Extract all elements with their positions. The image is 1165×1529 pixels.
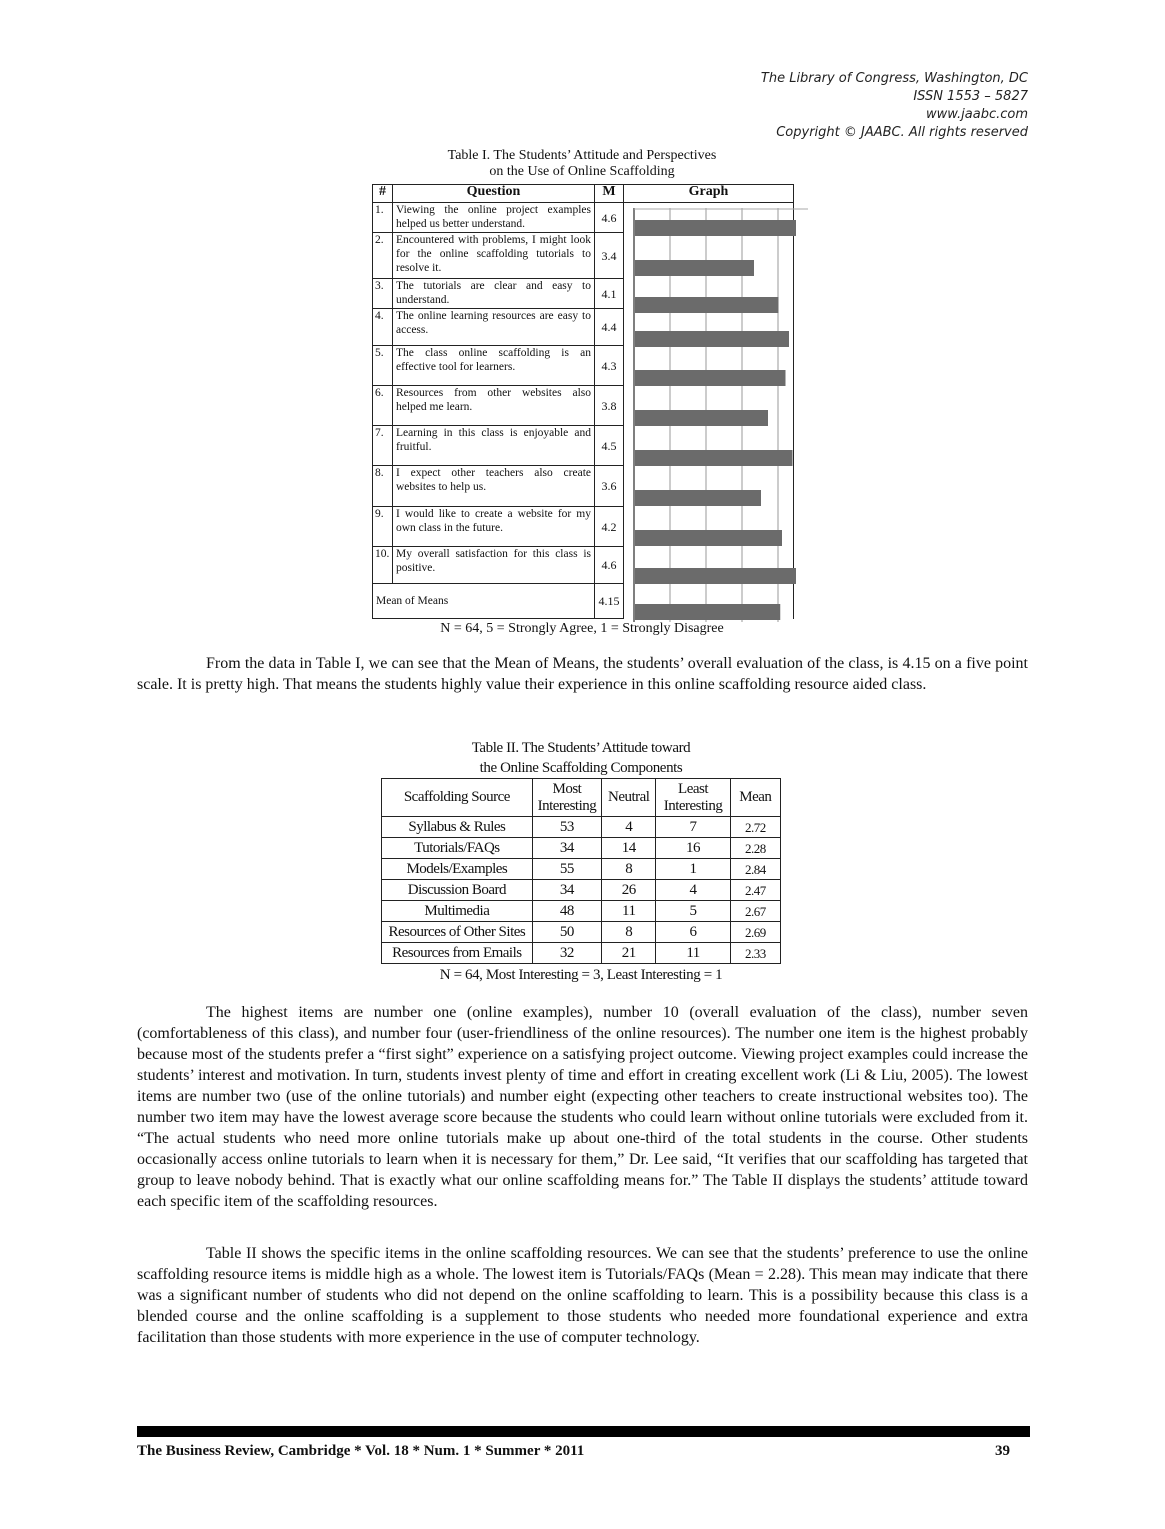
least-cell: 4 (656, 880, 730, 901)
graph-bar (635, 568, 796, 584)
graph-bar (635, 450, 793, 466)
source-cell: Resources of Other Sites (382, 922, 533, 943)
mean-cell: 2.33 (730, 943, 780, 964)
neutral-cell: 21 (602, 943, 656, 964)
most-cell: 34 (532, 880, 601, 901)
mean-cell: 2.67 (730, 901, 780, 922)
table-row (382, 922, 781, 943)
paragraph-1: From the data in Table I, we can see that the Mean of Means, the students’ overall evaluation of the class, is 4.15 on a five point scale. It is pretty high. That means the students highly value their experience in this online scaffolding resource aided class. (137, 655, 1028, 693)
source-cell: Resources from Emails (382, 943, 533, 964)
row-mean: 4.4 (595, 309, 624, 346)
journal-header (761, 70, 1028, 142)
row-num: 7. (373, 426, 393, 466)
source-cell: Models/Examples (382, 859, 533, 880)
table2-header-row (382, 779, 781, 817)
row-question: Resources from other websites also helped me learn. (393, 386, 595, 426)
neutral-cell: 14 (602, 838, 656, 859)
table1-header-question: Question (393, 185, 595, 203)
most-cell: 48 (532, 901, 601, 922)
graph-bar (635, 331, 789, 347)
graph-bar (635, 370, 786, 386)
graph-bar (635, 297, 779, 313)
least-cell: 11 (656, 943, 730, 964)
page-footer (137, 1443, 1010, 1460)
row-mean: 4.2 (595, 507, 624, 547)
table-row (382, 901, 781, 922)
table2-caption (381, 738, 781, 778)
most-cell: 50 (532, 922, 601, 943)
row-num: 10. (373, 547, 393, 584)
header-line-4: Copyright © JAABC. All rights reserved (776, 125, 1028, 140)
row-num: 8. (373, 466, 393, 507)
table1-note: N = 64, 5 = Strongly Agree, 1 = Strongly Disagree (440, 621, 724, 636)
least-cell: 5 (656, 901, 730, 922)
row-question: Encountered with problems, I might look for the online scaffolding tutorials to resolve it. (393, 233, 595, 279)
mean-cell: 2.69 (730, 922, 780, 943)
row-mean: 3.8 (595, 386, 624, 426)
graph-bar (635, 604, 780, 620)
graph-bar (635, 220, 796, 236)
graph-bar (635, 530, 782, 546)
table2-header-source: Scaffolding Source (382, 779, 533, 817)
most-cell: 34 (532, 838, 601, 859)
row-mean: 4.3 (595, 346, 624, 386)
table1-header-mean: M (595, 185, 624, 203)
mean-cell: 2.47 (730, 880, 780, 901)
table1-header-row (373, 185, 794, 203)
neutral-cell: 4 (602, 817, 656, 838)
table2-note: N = 64, Most Interesting = 3, Least Interesting = 1 (439, 967, 723, 983)
source-cell: Multimedia (382, 901, 533, 922)
mean-cell: 2.84 (730, 859, 780, 880)
row-question: I expect other teachers also create websites to help us. (393, 466, 595, 507)
table1-bar-graph (622, 202, 812, 622)
table1-caption (372, 148, 792, 180)
row-question: Viewing the online project examples helped us better understand. (393, 203, 595, 233)
table2-caption-line1: Table II. The Students’ Attitude toward (471, 740, 691, 756)
table1-caption-line1: Table I. The Students’ Attitude and Perspectives (447, 148, 717, 163)
row-num: 4. (373, 309, 393, 346)
source-cell: Tutorials/FAQs (382, 838, 533, 859)
row-num: 9. (373, 507, 393, 547)
row-num: 1. (373, 203, 393, 233)
row-num: 2. (373, 233, 393, 279)
footer-rule (137, 1426, 1030, 1437)
graph-bar (635, 490, 761, 506)
table2-header-mean: Mean (730, 779, 780, 817)
row-mean: 4.6 (595, 203, 624, 233)
page-number: 39 (995, 1443, 1010, 1459)
row-question: The online learning resources are easy to access. (393, 309, 595, 346)
header-line-2: ISSN 1553 – 5827 (913, 89, 1028, 104)
neutral-cell: 11 (602, 901, 656, 922)
paragraph-2: The highest items are number one (online examples), number 10 (overall evaluation of the class), number seven (comfortableness of this class), and number four (user-friendliness of the online resources). The number one item is the highest probably because most of the students prefer a “first sight” experience on a satisfying project outcome. Viewing project examples could increase the students’ interest and motivation. In turn, students invest plenty of time and effort in creating excellent work (Li & Liu, 2005). The lowest items are number two (use of the online tutorials) and number eight (expecting other teachers to create instructional websites too). The number two item may have the lowest average score because the students who could learn without online tutorials were excluded from it. “The actual students who need more online tutorials make up about one-third of the total students in the course. Other students occasionally access online tutorials to learn when it is necessary for them,” Dr. Lee said, “It verifies that our scaffolding has targeted that group to leave nobody behind. That is exactly what our online scaffolding means for.” The Table II displays the students’ attitude toward each specific item of the scaffolding resources. (137, 1004, 1028, 1210)
table2-header-least: Least Interesting (656, 779, 730, 817)
source-cell: Discussion Board (382, 880, 533, 901)
table1-caption-line2: on the Use of Online Scaffolding (489, 164, 675, 179)
neutral-cell: 8 (602, 922, 656, 943)
row-num: 5. (373, 346, 393, 386)
row-mean: 4.1 (595, 279, 624, 309)
graph-bar (635, 410, 768, 426)
neutral-cell: 8 (602, 859, 656, 880)
mean-of-means-label: Mean of Means (373, 584, 595, 619)
table2-header-neutral: Neutral (602, 779, 656, 817)
paragraph-3: Table II shows the specific items in the online scaffolding resources. We can see that the students’ preference to use the online scaffolding resource items is middle high as a whole. The lowest item is Tutorials/FAQs (Mean = 2.28). This mean may indicate that there was a significant number of students who did not depend on the online scaffolding to learn. This is a possibility because this class is a blended course and the online scaffolding is a supplement to those students who needed more foundational experience and extra facilitation than those students with more experience in the use of computer technology. (137, 1245, 1028, 1346)
row-mean: 3.4 (595, 233, 624, 279)
mean-of-means-value: 4.15 (595, 584, 624, 619)
row-question: The class online scaffolding is an effective tool for learners. (393, 346, 595, 386)
row-question: The tutorials are clear and easy to understand. (393, 279, 595, 309)
row-question: Learning in this class is enjoyable and fruitful. (393, 426, 595, 466)
row-question: My overall satisfaction for this class is positive. (393, 547, 595, 584)
row-mean: 4.6 (595, 547, 624, 584)
table-row (382, 880, 781, 901)
table1-header-num: # (373, 185, 393, 203)
row-num: 6. (373, 386, 393, 426)
least-cell: 1 (656, 859, 730, 880)
table-row (382, 943, 781, 964)
source-cell: Syllabus & Rules (382, 817, 533, 838)
least-cell: 16 (656, 838, 730, 859)
table-row (382, 859, 781, 880)
most-cell: 55 (532, 859, 601, 880)
table-row (382, 817, 781, 838)
graph-bar (635, 260, 754, 276)
table2 (381, 778, 781, 964)
mean-cell: 2.28 (730, 838, 780, 859)
table-row (382, 838, 781, 859)
table2-header-most: Most Interesting (532, 779, 601, 817)
header-line-3: www.jaabc.com (925, 107, 1028, 122)
table2-caption-line2: the Online Scaffolding Components (479, 760, 683, 776)
most-cell: 32 (532, 943, 601, 964)
footer-journal: The Business Review, Cambridge * Vol. 18 * Num. 1 * Summer * 2011 (137, 1443, 585, 1459)
table1-header-graph: Graph (624, 185, 794, 203)
row-mean: 4.5 (595, 426, 624, 466)
row-question: I would like to create a website for my own class in the future. (393, 507, 595, 547)
least-cell: 6 (656, 922, 730, 943)
mean-cell: 2.72 (730, 817, 780, 838)
row-num: 3. (373, 279, 393, 309)
row-mean: 3.6 (595, 466, 624, 507)
most-cell: 53 (532, 817, 601, 838)
neutral-cell: 26 (602, 880, 656, 901)
least-cell: 7 (656, 817, 730, 838)
header-line-1: The Library of Congress, Washington, DC (760, 71, 1028, 86)
